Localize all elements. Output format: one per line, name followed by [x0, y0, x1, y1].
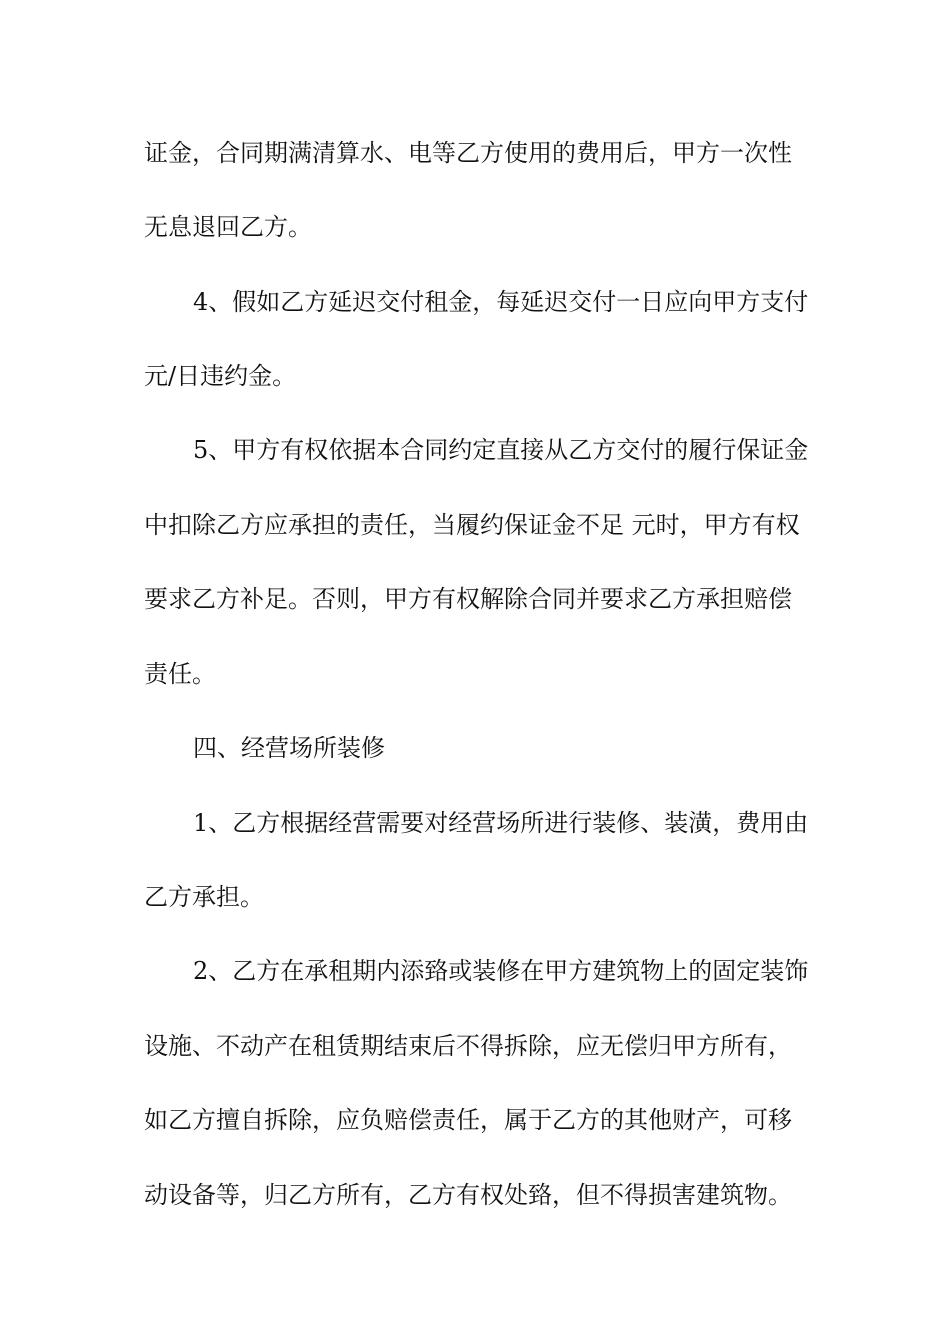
- text-line: 责任。: [144, 660, 216, 688]
- text-line: 动设备等，归乙方所有，乙方有权处臵，但不得损害建筑物。: [144, 1181, 792, 1209]
- text-line: 如乙方擅自拆除，应负赔偿责任，属于乙方的其他财产，可移: [144, 1106, 792, 1134]
- text-line: 中扣除乙方应承担的责任，当履约保证金不足 元时，甲方有权: [144, 511, 800, 539]
- text-line: 4、假如乙方延迟交付租金，每延迟交付一日应向甲方支付: [193, 288, 809, 316]
- text-line: 乙方承担。: [144, 883, 264, 911]
- text-line: 2、乙方在承租期内添臵或装修在甲方建筑物上的固定装饰: [193, 957, 809, 985]
- text-line: 元/日违约金。: [144, 362, 297, 390]
- text-line: 5、甲方有权依据本合同约定直接从乙方交付的履行保证金: [193, 436, 809, 464]
- text-line: 证金，合同期满清算水、电等乙方使用的费用后，甲方一次性: [144, 139, 792, 167]
- text-line: 1、乙方根据经营需要对经营场所进行装修、装潢，费用由: [193, 809, 809, 837]
- text-line: 要求乙方补足。否则，甲方有权解除合同并要求乙方承担赔偿: [144, 585, 792, 613]
- text-line: 设施、不动产在租赁期结束后不得拆除，应无偿归甲方所有，: [144, 1032, 792, 1060]
- text-line: 无息退回乙方。: [144, 213, 312, 241]
- section-heading: 四、经营场所装修: [193, 734, 385, 762]
